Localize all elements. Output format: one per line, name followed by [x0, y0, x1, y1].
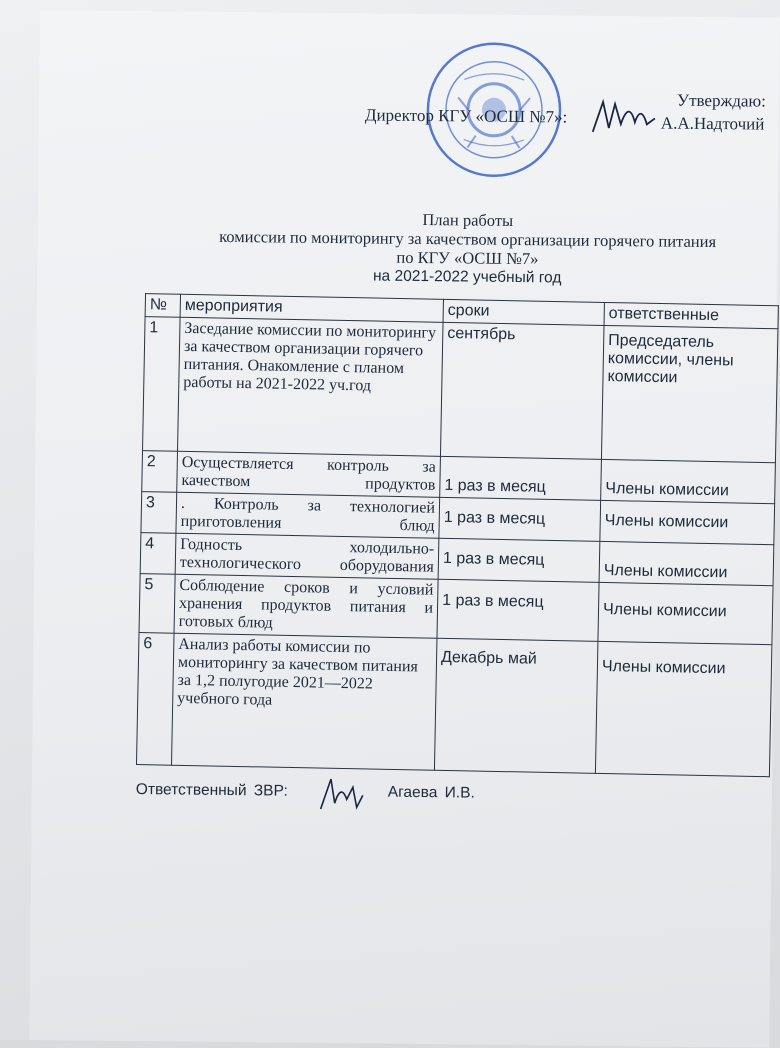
row-activity: Годность холодильно-технологического оборудования	[175, 533, 439, 579]
document-sheet	[29, 10, 780, 1048]
row-term: сентябрь	[440, 322, 604, 459]
approve-label: Утверждаю:	[676, 90, 766, 111]
header-num: №	[145, 294, 180, 318]
row-activity: Соблюдение сроков и условий хранения продуктов питания и готовых блюд	[174, 574, 438, 638]
row-activity: . Контроль за технологией приготовления блюд	[176, 492, 440, 538]
director-name: А.А.Надточий	[660, 113, 765, 134]
table-row	[136, 633, 771, 777]
row-term: 1 раз в месяц	[437, 579, 599, 641]
row-responsible: Члены комиссии	[598, 582, 773, 644]
row-responsible: Председатель комиссии, члены комиссии	[601, 325, 778, 462]
row-num: 4	[140, 533, 176, 575]
row-responsible: Члены комиссии	[595, 641, 772, 776]
plan-table	[136, 293, 779, 777]
row-num: 6	[136, 633, 174, 766]
row-num: 2	[142, 451, 178, 493]
row-num: 1	[143, 317, 181, 452]
director-signature	[589, 94, 659, 140]
table-row	[143, 317, 778, 463]
row-activity: Анализ работы комиссии по мониторингу за качеством питания за 1,2 полугодие 2021—2022 учебного года	[171, 633, 436, 770]
header-term: сроки	[443, 299, 604, 325]
title-line-2: комиссии по мониторингу за качеством организации горячего питания	[219, 226, 717, 252]
row-num: 3	[141, 492, 177, 534]
row-term: 1 раз в месяц	[439, 497, 601, 541]
row-term: 1 раз в месяц	[438, 538, 600, 582]
row-num: 5	[139, 574, 175, 634]
document-title	[157, 207, 778, 289]
row-activity: Осуществляется контроль за качеством продуктов	[177, 451, 441, 497]
responsible-signature	[317, 773, 367, 814]
row-responsible: Члены комиссии	[599, 541, 774, 585]
footer-name: Агаева И.В.	[387, 783, 475, 802]
footer-responsible	[135, 781, 475, 802]
director-title: Директор КГУ «ОСШ №7»:	[364, 105, 568, 127]
row-term: 1 раз в месяц	[440, 456, 602, 500]
title-line-4: на 2021-2022 учебный год	[372, 267, 562, 287]
header-activity: мероприятия	[180, 294, 443, 322]
footer-label: Ответственный ЗВР:	[135, 781, 288, 800]
row-responsible: Члены комиссии	[600, 500, 775, 544]
row-responsible: Члены комиссии	[601, 459, 776, 503]
title-line-3: по КГУ «ОСШ №7»	[396, 247, 539, 269]
row-activity: Заседание комиссии по мониторингу за качеством организации горячего питания. Онакомление с планом работы на 2021-2022 уч.год	[178, 317, 444, 456]
header-responsible: ответственные	[604, 302, 778, 328]
row-term: Декабрь май	[434, 638, 598, 773]
title-line-1: План работы	[422, 210, 514, 230]
